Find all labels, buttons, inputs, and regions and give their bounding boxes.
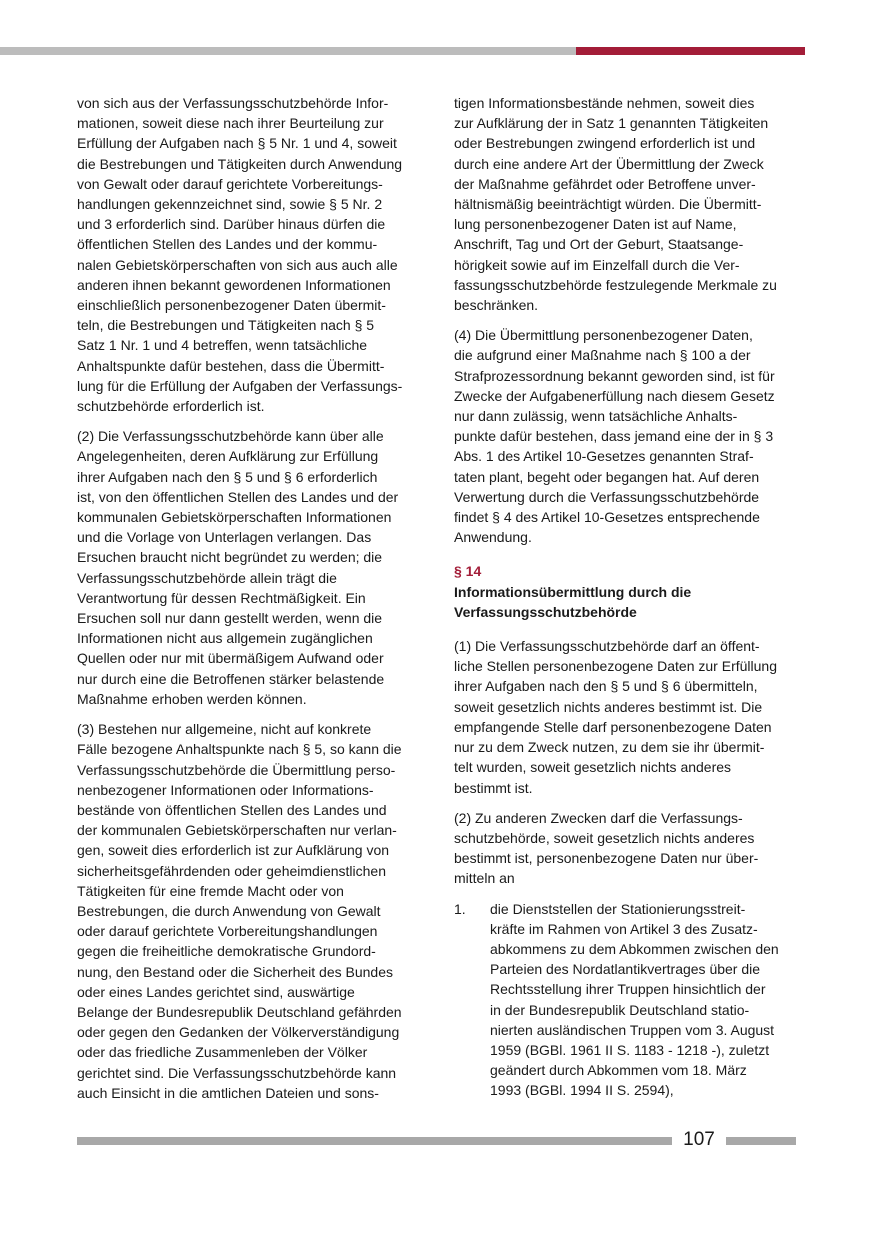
- right-column: [454, 93, 798, 1101]
- paragraph-2: (2) Die Verfassungsschutzbehörde kann über alle Angelegenheiten, deren Aufklärung zur Erfüllung ihrer Aufgaben nach den § 5 und § 6 erforderlich ist, von den öffentlichen Stellen des Landes und der kommunalen Gebietskörperschaften Informationen und die Vorlage von Unterlagen verlangen. Das Ersuchen braucht nicht begründet zu werden; die Verfassungsschutzbehörde allein trägt die Verantwortung für dessen Rechtmäßigkeit. Ein Ersuchen soll nur dann gestellt werden, wenn die Informationen nicht aus allgemein zugänglichen Quellen oder nur mit übermäßigem Aufwand oder nur durch eine die Betroffenen stärker belastende Maßnahme erhoben werden können.: [77, 428, 399, 707]
- section-paragraph-1: (1) Die Verfassungsschutzbehörde darf an öffent- liche Stellen personenbezogene Daten zur Erfüllung ihrer Aufgaben nach den § 5 und § 6 übermitteln, soweit gesetzlich nichts anderes bestimmt ist. Die empfangende Stelle darf personenbezogene Daten nur zu dem Zweck nutzen, zu dem sie ihr übermit- telt wurden, soweit gesetzlich nichts anderes bestimmt ist.: [454, 638, 777, 796]
- paragraph-continued-right: tigen Informationsbestände nehmen, soweit dies zur Aufklärung der in Satz 1 genannten Tätigkeiten oder Bestrebungen zwingend erforderlich ist und durch eine andere Art der Übermittlung der Zweck der Maßnahme gefährdet oder Betroffene unver- hältnismäßig beeinträchtigt würden. Die Übermitt- lung personenbezogener Daten ist auf Name, Anschrift, Tag und Ort der Geburt, Staatsange- hörigkeit sowie auf im Einzelfall durch die Ver- fassungsschutzbehörde festzulegende Merkmale zu beschränken.: [454, 95, 777, 314]
- left-column: [77, 93, 421, 1113]
- paragraph-continued: von sich aus der Verfassungsschutzbehörde Infor- mationen, soweit diese nach ihrer Beurteilung zur Erfüllung der Aufgaben nach § 5 Nr. 1 und 4, soweit die Bestrebungen und Tätigkeiten durch Anwendung von Gewalt oder darauf gerichtete Vorbereitungs- handlungen gekennzeichnet sind, sowie § 5 Nr. 2 und 3 erforderlich sind. Darüber hinaus dürfen die öffentlichen Stellen des Landes und der kommu- nalen Gebietskörperschaften von sich aus auch alle anderen ihnen bekannt gewordenen Informationen einschließlich personenbezogener Daten übermit- teln, die Bestrebungen und Tätigkeiten nach § 5 Satz 1 Nr. 1 und 4 betreffen, wenn tatsächliche Anhaltspunkte dafür bestehen, dass die Übermitt- lung für die Erfüllung der Aufgaben der Verfassungs- schutzbehörde erforderlich ist.: [77, 95, 403, 415]
- page-number: 107: [683, 1129, 715, 1150]
- header-rule-gray: [0, 47, 576, 55]
- section-title: Informationsübermittlung durch die Verfassungsschutzbehörde: [454, 583, 692, 620]
- list-item: [454, 899, 798, 1101]
- section-number: § 14: [454, 563, 482, 580]
- section-paragraph-2: (2) Zu anderen Zwecken darf die Verfassungs- schutzbehörde, soweit gesetzlich nichts anderes bestimmt ist, personenbezogene Daten nur über- mitteln an: [454, 809, 759, 887]
- header-rule-accent: [576, 47, 805, 55]
- paragraph-3: (3) Bestehen nur allgemeine, nicht auf konkrete Fälle bezogene Anhaltspunkte nach § 5, so kann die Verfassungsschutzbehörde die Übermittlung perso- nenbezogener Informationen oder Informations- bestände von öffentlichen Stellen des Landes und der kommunalen Gebietskörperschaften nur verlan- gen, soweit dies erforderlich ist zur Aufklärung von sicherheitsgefährdenden oder geheimdienstlichen Tätigkeiten für eine fremde Macht oder von Bestrebungen, die durch Anwendung von Gewalt oder darauf gerichtete Vorbereitungshandlungen gegen die freiheitliche demokratische Grundord- nung, den Bestand oder die Sicherheit des Bundes oder eines Landes gerichtet sind, auswärtige Belange der Bundesrepublik Deutschland gefährden oder gegen den Gedanken der Völkerverständigung oder das friedliche Zusammenleben der Völker gerichtet sind. Die Verfassungsschutzbehörde kann auch Einsicht in die amtlichen Dateien und sons-: [77, 721, 402, 1101]
- footer-rule-left: [77, 1137, 672, 1145]
- section-heading: [454, 561, 798, 622]
- list-item-text: die Dienststellen der Stationierungsstreit- kräfte im Rahmen von Artikel 3 des Zusatz- abkommens zu dem Abkommen zwischen den Parteien des Nordatlantikvertrages über die Rechtsstellung ihrer Truppen hinsichtlich der in der Bundesrepublik Deutschland statio- nierten ausländischen Truppen vom 3. August 1959 (BGBl. 1961 II S. 1183 - 1218 -), zuletzt geändert durch Abkommen vom 18. März 1993 (BGBl. 1994 II S. 2594),: [490, 900, 779, 1099]
- footer-rule-right: [726, 1137, 796, 1145]
- paragraph-4: (4) Die Übermittlung personenbezogener Daten, die aufgrund einer Maßnahme nach § 100 a der Strafprozessordnung bekannt geworden sind, ist für Zwecke der Aufgabenerfüllung nach diesem Gesetz nur dann zulässig, wenn tatsächliche Anhalts- punkte dafür bestehen, dass jemand eine der in § 3 Abs. 1 des Artikel 10-Gesetzes genannten Straf- taten plant, begeht oder begangen hat. Auf deren Verwertung durch die Verfassungsschutzbehörde findet § 4 des Artikel 10-Gesetzes entsprechende Anwendung.: [454, 327, 775, 546]
- list-item-number: 1.: [454, 900, 466, 917]
